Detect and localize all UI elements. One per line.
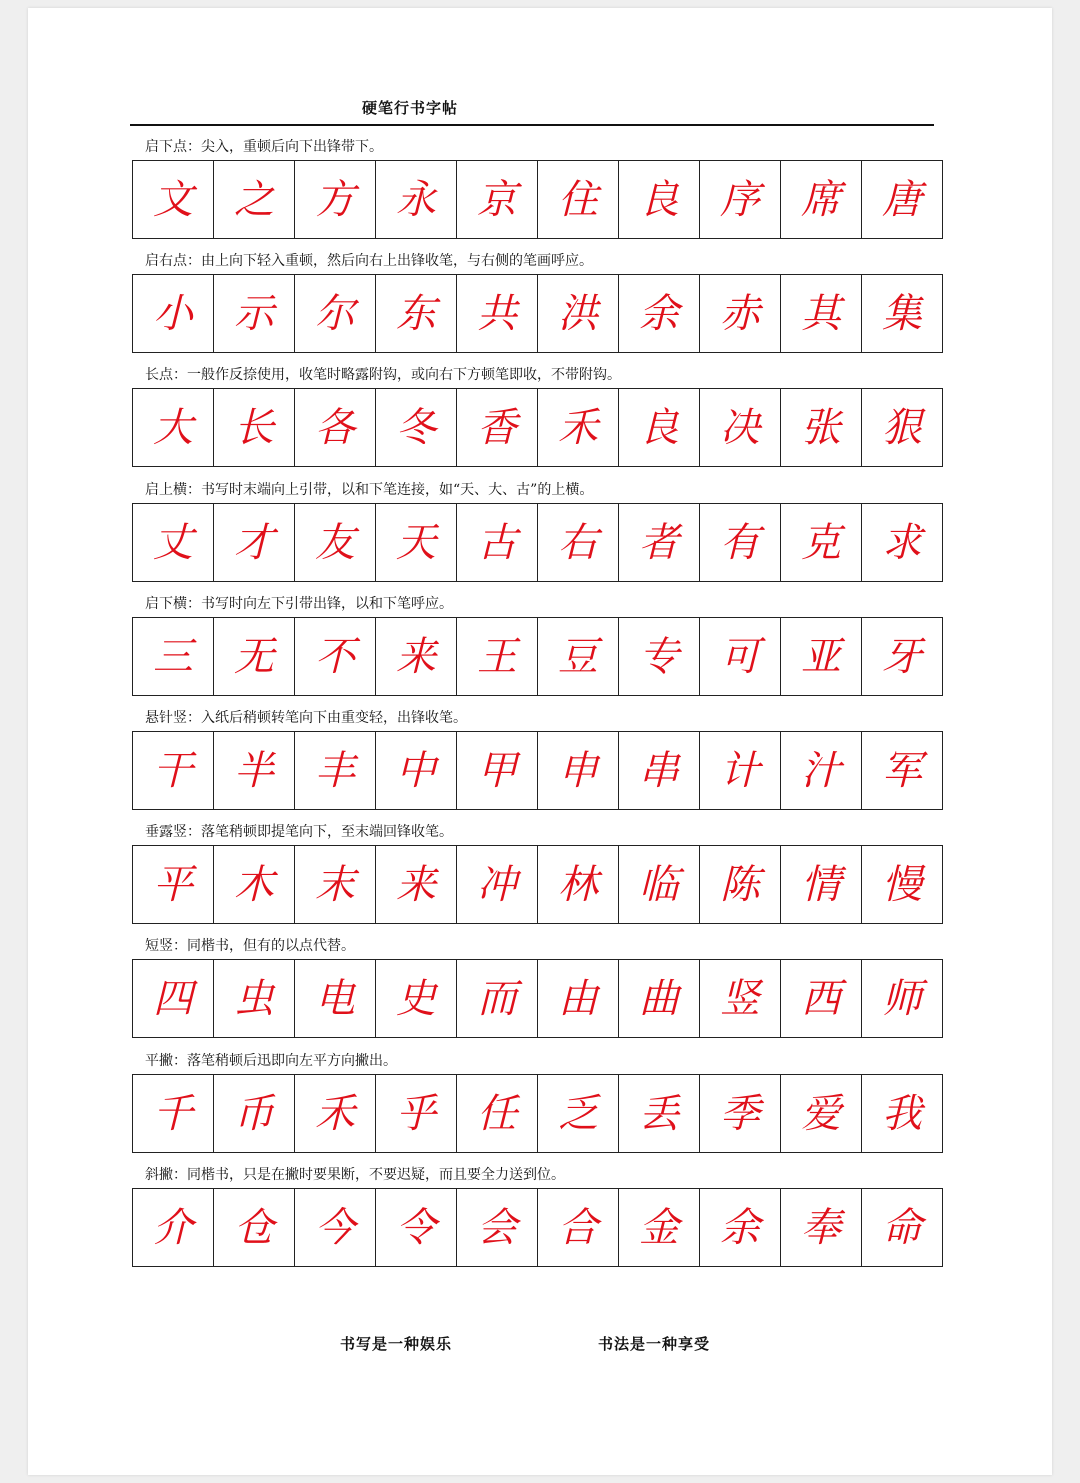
character-cell: 令 [376,1189,457,1266]
character-cell: 币 [214,1075,295,1152]
character-cell: 千 [133,1075,214,1152]
stroke-description: 平撇：落笔稍顿后迅即向左平方向撇出。 [145,1053,397,1069]
character-cell: 乎 [376,1075,457,1152]
character-cell: 余 [619,275,700,352]
character-grid [132,959,943,1038]
stroke-section [132,824,943,924]
character-cell: 军 [882,747,922,794]
character-cell: 而 [457,960,538,1037]
character-cell: 会 [457,1189,538,1266]
character-cell: 才 [214,504,295,581]
stroke-description: 垂露竖：落笔稍顿即提笔向下，至末端回锋收笔。 [145,824,453,840]
character-cell: 友 [295,504,376,581]
character-cell: 香 [457,389,538,466]
character-cell: 半 [214,732,295,809]
character-grid [132,1074,943,1153]
character-cell: 京 [457,161,538,238]
character-cell: 竖 [700,960,781,1037]
character-cell: 木 [214,846,295,923]
stroke-description: 斜撇：同楷书，只是在撇时要果断，不要迟疑，而且要全力送到位。 [145,1167,565,1183]
character-cell: 师 [882,975,922,1022]
character-cell: 申 [538,732,619,809]
character-cell: 亚 [781,618,862,695]
character-cell: 洪 [538,275,619,352]
character-cell: 序 [700,161,781,238]
character-cell: 干 [133,732,214,809]
character-cell: 其 [781,275,862,352]
character-cell: 介 [133,1189,214,1266]
footer-motto-right: 书法是一种享受 [598,1335,711,1353]
character-cell: 平 [133,846,214,923]
character-cell: 曲 [619,960,700,1037]
character-grid [132,388,943,467]
character-cell: 王 [457,618,538,695]
character-grid [132,845,943,924]
character-cell: 唐 [882,176,922,223]
character-cell: 住 [538,161,619,238]
character-grid [132,274,943,353]
character-cell: 丢 [619,1075,700,1152]
stroke-section [132,710,943,810]
character-cell: 史 [376,960,457,1037]
stroke-section [132,1053,943,1153]
character-cell: 东 [376,275,457,352]
character-cell: 我 [882,1090,922,1137]
character-cell: 集 [882,290,922,337]
stroke-description: 短竖：同楷书，但有的以点代替。 [145,938,355,954]
character-cell: 禾 [295,1075,376,1152]
character-cell: 四 [133,960,214,1037]
character-grid [132,731,943,810]
character-cell: 狠 [882,404,922,451]
character-cell: 示 [214,275,295,352]
character-cell: 不 [295,618,376,695]
character-cell: 牙 [882,633,922,680]
character-cell: 专 [619,618,700,695]
stroke-description: 启上横：书写时末端向上引带，以和下笔连接，如“天、大、古”的上横。 [145,482,594,498]
character-grid [132,160,943,239]
character-cell: 无 [214,618,295,695]
character-cell: 计 [700,732,781,809]
character-cell: 赤 [700,275,781,352]
character-grid [132,503,943,582]
character-cell: 命 [882,1204,922,1251]
character-cell: 大 [133,389,214,466]
character-cell: 永 [376,161,457,238]
character-cell: 之 [214,161,295,238]
footer-motto-left: 书写是一种娱乐 [340,1335,453,1353]
character-cell: 文 [133,161,214,238]
character-cell: 冬 [376,389,457,466]
title-underline [130,124,934,126]
character-cell: 林 [538,846,619,923]
character-cell: 由 [538,960,619,1037]
character-cell: 席 [781,161,862,238]
character-cell: 有 [700,504,781,581]
character-cell: 任 [457,1075,538,1152]
character-cell: 求 [882,519,922,566]
character-cell: 中 [376,732,457,809]
character-cell: 串 [619,732,700,809]
character-cell: 临 [619,846,700,923]
stroke-description: 长点：一般作反捺使用，收笔时略露附钩，或向右下方顿笔即收，不带附钩。 [145,367,621,383]
stroke-description: 启下横：书写时向左下引带出锋，以和下笔呼应。 [145,596,453,612]
stroke-section [132,139,943,239]
character-cell: 西 [781,960,862,1037]
character-cell: 陈 [700,846,781,923]
stroke-description: 启下点：尖入，重顿后向下出锋带下。 [145,139,383,155]
stroke-section [132,482,943,582]
character-cell: 共 [457,275,538,352]
character-cell: 冲 [457,846,538,923]
character-grid [132,617,943,696]
character-cell: 长 [214,389,295,466]
character-cell: 三 [133,618,214,695]
character-cell: 余 [700,1189,781,1266]
character-cell: 尔 [295,275,376,352]
character-cell: 电 [295,960,376,1037]
character-cell: 慢 [882,861,922,908]
character-cell: 方 [295,161,376,238]
character-cell: 来 [376,846,457,923]
stroke-section [132,367,943,467]
stroke-description: 悬针竖：入纸后稍顿转笔向下由重变轻，出锋收笔。 [145,710,467,726]
character-cell: 豆 [538,618,619,695]
character-cell: 末 [295,846,376,923]
stroke-section [132,1167,943,1267]
character-cell: 甲 [457,732,538,809]
stroke-section [132,253,943,353]
character-cell: 乏 [538,1075,619,1152]
character-cell: 季 [700,1075,781,1152]
character-cell: 丰 [295,732,376,809]
character-cell: 古 [457,504,538,581]
character-cell: 禾 [538,389,619,466]
character-cell: 小 [133,275,214,352]
page-title: 硬笔行书字帖 [362,99,459,117]
character-cell: 爱 [781,1075,862,1152]
character-cell: 奉 [781,1189,862,1266]
character-cell: 合 [538,1189,619,1266]
character-grid [132,1188,943,1267]
character-cell: 今 [295,1189,376,1266]
character-cell: 汁 [781,732,862,809]
stroke-description: 启右点：由上向下轻入重顿，然后向右上出锋收笔，与右侧的笔画呼应。 [145,253,593,269]
character-cell: 可 [700,618,781,695]
stroke-section [132,938,943,1038]
character-cell: 克 [781,504,862,581]
character-cell: 丈 [133,504,214,581]
character-cell: 张 [781,389,862,466]
character-cell: 来 [376,618,457,695]
character-cell: 决 [700,389,781,466]
character-cell: 良 [619,389,700,466]
character-cell: 金 [619,1189,700,1266]
character-cell: 仓 [214,1189,295,1266]
character-cell: 者 [619,504,700,581]
character-cell: 各 [295,389,376,466]
character-cell: 虫 [214,960,295,1037]
stroke-section [132,596,943,696]
character-cell: 情 [781,846,862,923]
character-cell: 天 [376,504,457,581]
character-cell: 右 [538,504,619,581]
character-cell: 良 [619,161,700,238]
